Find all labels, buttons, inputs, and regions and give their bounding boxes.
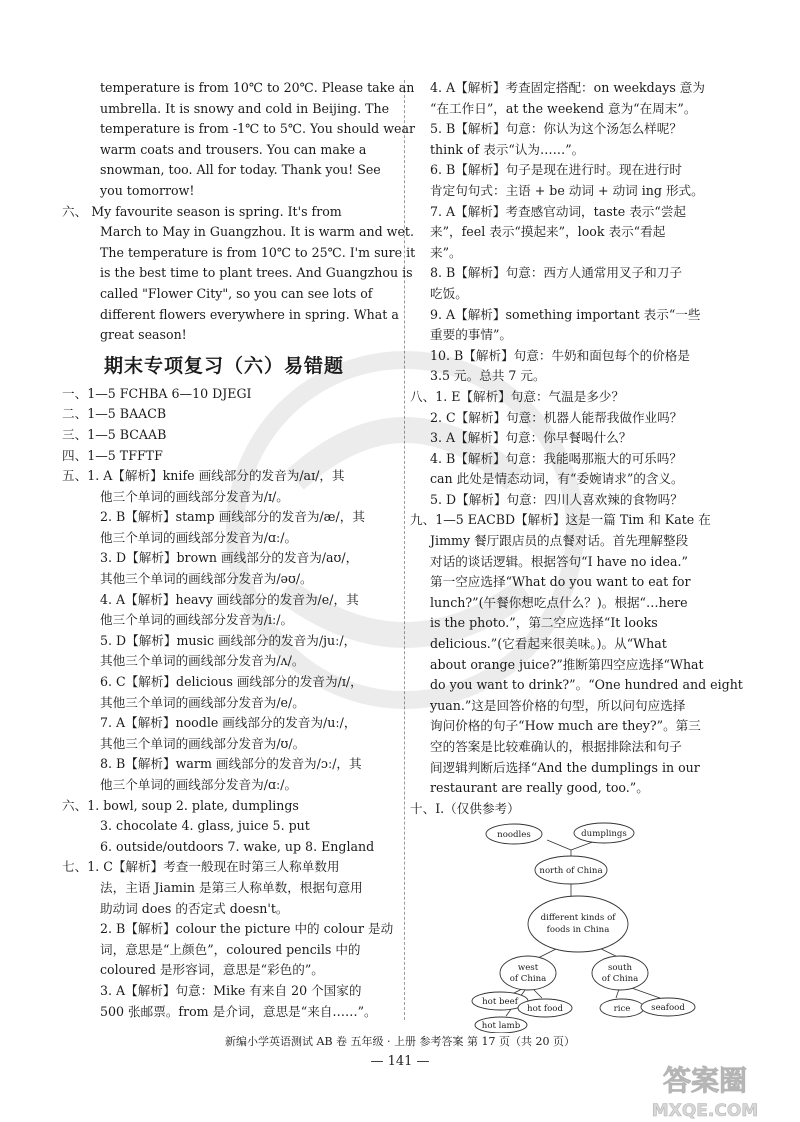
node-rice: rice	[613, 1004, 631, 1014]
text-line: 六、 My favourite season is spring. It's from	[62, 203, 342, 219]
text-line: 10. B【解析】句意：牛奶和面包每个的价格是	[430, 347, 690, 363]
text-line: 肯定句句式：主语 + be 动词 + 动词 ing 形式。	[430, 182, 704, 198]
text-line: 重要的事情”。	[430, 327, 513, 343]
text-line: 8. B【解析】句意：西方人通常用叉子和刀子	[430, 265, 682, 281]
footer-info: 新编小学英语测试 AB 卷 五年级 · 上册 参考答案 第 17 页（共 20 页）	[225, 1035, 575, 1048]
section-title: 期末专项复习（六）易错题	[104, 354, 345, 377]
text-line: 八、1. E【解析】句意：气温是多少？	[410, 388, 625, 404]
text-line: is the photo.”，第二空应选择“It looks	[430, 615, 658, 631]
text-line: March to May in Guangzhou. It is warm and wet.	[100, 224, 414, 240]
text-line: about orange juice?”推断第四空应选择“What	[430, 656, 704, 672]
mind-map	[470, 818, 710, 1033]
text-line: coloured 是形容词，意思是“彩色的”。	[100, 962, 324, 978]
text-line: temperature is from 10℃ to 20℃. Please take an	[100, 80, 415, 95]
text-line: “在工作日”，at the weekend 意为“在周末”。	[430, 100, 697, 116]
text-line: 4. B【解析】句意：我能喝那瓶大的可乐吗？	[430, 450, 682, 466]
text-line: 三、1—5 BCAAB	[62, 426, 167, 442]
text-line: 其他三个单词的画线部分发音为/e/。	[100, 694, 305, 710]
text-line: 来”，feel 表示“摸起来”，look 表示“看起	[430, 224, 666, 240]
node-west-line1: west	[517, 963, 539, 973]
text-line: great season!	[100, 327, 187, 343]
text-line: restaurant are really good, too.”。	[430, 780, 649, 796]
text-line: 来”。	[430, 244, 462, 260]
text-line: 空的答案是比较难确认的，根据排除法和句子	[430, 739, 682, 754]
text-line: 2. C【解析】句意：机器人能帮我做作业吗？	[430, 409, 683, 425]
text-line: 500 张邮票。from 是介词，意思是“来自……”。	[100, 1003, 377, 1019]
text-line: 他三个单词的画线部分发音为/ɑː/。	[100, 777, 298, 792]
text-line: do you want to drink?”。“One hundred and eight	[430, 677, 743, 693]
left-column	[62, 78, 416, 1022]
text-line: Jimmy 餐厅跟店员的点餐对话。首先理解整段	[430, 533, 689, 549]
text-line: temperature is from -1℃ to 5℃. You should wear	[100, 121, 415, 137]
text-line: snowman, too. All for today. Thank you! See	[100, 162, 381, 178]
node-hot-lamb: hot lamb	[481, 1021, 521, 1031]
node-seafood: seafood	[651, 1003, 685, 1013]
text-line: 间逻辑判断后选择“And the dumplings in our	[430, 759, 700, 775]
text-line: lunch?”(午餐你想吃点什么？)。根据“…here	[430, 594, 688, 610]
text-line: 5. D【解析】句意：四川人喜欢辣的食物吗？	[430, 491, 683, 507]
text-line: 4. A【解析】heavy 画线部分的发音为/e/，其	[100, 591, 359, 607]
text-line: called "Flower City", so you can see lots of	[100, 285, 373, 301]
answer-text-block-3	[410, 78, 743, 819]
text-line: 吃饭。	[430, 285, 468, 301]
answer-text-block-2	[62, 384, 394, 1022]
text-line: 他三个单词的画线部分发音为/ɪ/。	[100, 488, 289, 504]
text-line: 一、1—5 FCHBA 6—10 DJEGI	[62, 385, 252, 401]
text-line: 他三个单词的画线部分发音为/ɑː/。	[100, 529, 298, 545]
text-line: 7. A【解析】noodle 画线部分的发音为/uː/，	[100, 715, 357, 731]
answer-text-block-1	[62, 78, 416, 346]
right-column	[410, 78, 743, 819]
node-center-line2: foods in China	[546, 925, 610, 935]
text-line: delicious.”(它看起来很美味。)。从“What	[430, 636, 667, 652]
text-line: 3. chocolate 4. glass, juice 5. put	[100, 818, 310, 834]
text-line: umbrella. It is snowy and cold in Beijing. The	[100, 100, 390, 116]
text-line: 十、I.（仅供参考）	[410, 800, 520, 816]
node-west-line2: of China	[509, 974, 547, 984]
node-south-line2: of China	[601, 974, 639, 984]
brand-en: MXQE.COM	[651, 1101, 759, 1120]
text-line: 3.5 元。总共 7 元。	[430, 368, 546, 384]
brand-cn: 答案圈	[662, 1064, 748, 1097]
text-line: 9. A【解析】something important 表示“一些	[430, 306, 701, 322]
text-line: 第一空应选择“What do you want to eat for	[430, 574, 691, 590]
page-number: — 141 —	[370, 1054, 430, 1069]
text-line: 2. B【解析】stamp 画线部分的发音为/æ/，其	[100, 509, 365, 525]
text-line: 6. C【解析】delicious 画线部分的发音为/ɪ/，	[100, 674, 363, 690]
text-line: 3. A【解析】句意：你早餐喝什么？	[430, 430, 632, 446]
text-line: yuan.”这是回答价格的句型，所以问句应选择	[430, 697, 686, 713]
text-line: different flowers everywhere in spring. What a	[100, 306, 399, 322]
text-line: 6. outside/outdoors 7. wake, up 8. England	[100, 838, 375, 854]
node-north-of-china: north of China	[539, 866, 603, 876]
text-line: 5. D【解析】music 画线部分的发音为/juː/，	[100, 632, 357, 648]
text-line: 其他三个单词的画线部分发音为/əʊ/。	[100, 571, 313, 587]
text-line: 其他三个单词的画线部分发音为/ʌ/。	[100, 653, 305, 669]
text-line: 5. B【解析】句意：你认为这个汤怎么样呢？	[430, 121, 682, 137]
text-line: 七、1. C【解析】考查一般现在时第三人称单数用	[62, 859, 340, 875]
node-noodles: noodles	[497, 830, 531, 840]
text-line: 2. B【解析】colour the picture 中的 colour 是动	[100, 921, 394, 937]
text-line: 其他三个单词的画线部分发音为/ʊ/。	[100, 735, 306, 751]
text-line: can 此处是情态动词，有“委婉请求”的含义。	[430, 471, 684, 487]
text-line: think of 表示“认为……”。	[430, 141, 585, 157]
text-line: 词，意思是“上颜色”，coloured pencils 中的	[100, 941, 361, 957]
brand-watermark	[625, 1060, 785, 1120]
text-line: 五、1. A【解析】knife 画线部分的发音为/aɪ/，其	[62, 468, 345, 484]
text-line: 询问价格的句子“How much are they?”。第三	[430, 718, 701, 734]
text-line: 6. B【解析】句子是现在进行时。现在进行时	[430, 162, 682, 178]
text-line: 四、1—5 TFFTF	[62, 447, 163, 463]
text-line: 九、1—5 EACBD【解析】这是一篇 Tim 和 Kate 在	[410, 512, 711, 528]
text-line: 六、1. bowl, soup 2. plate, dumplings	[62, 797, 299, 813]
text-line: 7. A【解析】考查感官动词，taste 表示“尝起	[430, 203, 687, 219]
text-line: is the best time to plant trees. And Guangzhou is	[100, 265, 413, 281]
node-south-line1: south	[607, 963, 633, 973]
text-line: you tomorrow!	[100, 182, 195, 198]
node-dumplings: dumplings	[581, 829, 627, 839]
text-line: 3. D【解析】brown 画线部分的发音为/aʊ/，	[100, 550, 359, 566]
text-line: 3. A【解析】句意：Mike 有来自 20 个国家的	[100, 982, 362, 998]
text-line: 助动词 does 的否定式 doesn't。	[100, 900, 289, 916]
node-hot-beef: hot beef	[482, 997, 518, 1007]
text-line: 二、1—5 BAACB	[62, 406, 167, 422]
text-line: 8. B【解析】warm 画线部分的发音为/ɔː/，其	[100, 756, 362, 772]
text-line: 他三个单词的画线部分发音为/iː/。	[100, 612, 294, 628]
node-center-line1: different kinds of	[540, 913, 616, 923]
text-line: 对话的谈话逻辑。根据答句“I have no idea.”	[430, 553, 688, 569]
text-line: 法，主语 Jiamin 是第三人称单数，根据句意用	[100, 879, 363, 895]
node-hot-food: hot food	[527, 1004, 563, 1014]
text-line: warm coats and trousers. You can make a	[100, 141, 367, 157]
text-line: The temperature is from 10℃ to 25℃. I'm sure it	[100, 244, 416, 260]
text-line: 4. A【解析】考查固定搭配：on weekdays 意为	[430, 80, 705, 95]
